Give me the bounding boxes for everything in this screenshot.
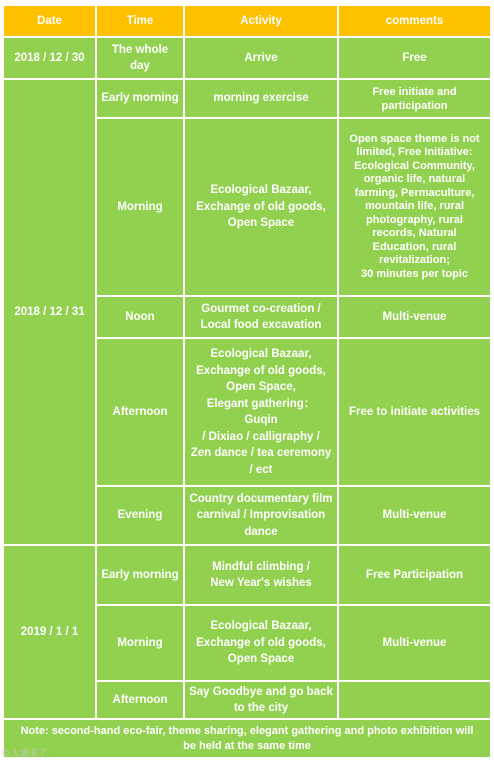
activity-cell: Arrive xyxy=(185,38,337,78)
activity-cell: Ecological Bazaar, Exchange of old goods, Open Space xyxy=(185,119,337,295)
comments-cell: Multi-venue xyxy=(339,297,490,337)
comments-cell: Free initiate and participation xyxy=(339,80,490,117)
time-cell: Noon xyxy=(97,297,183,337)
activity-cell: Mindful climbing / New Year's wishes xyxy=(185,546,337,604)
comments-cell: Free Participation xyxy=(339,546,490,604)
header-activity: Activity xyxy=(185,6,337,36)
date-cell: 2019 / 1 / 1 xyxy=(4,546,95,718)
comments-cell: Multi-venue xyxy=(339,606,490,680)
time-cell: Evening xyxy=(97,487,183,544)
comments-cell xyxy=(339,682,490,718)
activity-cell: Ecological Bazaar, Exchange of old goods, Open Space, Elegant gathering： Guqin / Dixiao / calligraphy / Zen dance / tea ceremony / ect xyxy=(185,339,337,485)
activity-cell: Gourmet co-creation / Local food excavation xyxy=(185,297,337,337)
activity-cell: Country documentary film carnival / Improvisation dance xyxy=(185,487,337,544)
time-cell: The whole day xyxy=(97,38,183,78)
time-cell: Early morning xyxy=(97,80,183,117)
activity-cell: Say Goodbye and go back to the city xyxy=(185,682,337,718)
comments-cell: Free to initiate activities xyxy=(339,339,490,485)
time-cell: Early morning xyxy=(97,546,183,604)
header-comments: comments xyxy=(339,6,490,36)
time-cell: Morning xyxy=(97,606,183,680)
date-cell: 2018 / 12 / 30 xyxy=(4,38,95,78)
activity-cell: Ecological Bazaar, Exchange of old goods, Open Space xyxy=(185,606,337,680)
header-time: Time xyxy=(97,6,183,36)
time-cell: Afternoon xyxy=(97,682,183,718)
comments-cell: Open space theme is not limited, Free Initiative: Ecological Community, organic life, natural farming, Permaculture, mountain life, rural photography, rural records, Natural Education, rural revitalization; 30 minutes per topic xyxy=(339,119,490,295)
watermark: © 大观来了 xyxy=(2,748,48,758)
date-cell: 2018 / 12 / 31 xyxy=(4,80,95,544)
comments-cell: Multi-venue xyxy=(339,487,490,544)
time-cell: Morning xyxy=(97,119,183,295)
header-date: Date xyxy=(4,6,95,36)
activity-cell: morning exercise xyxy=(185,80,337,117)
note-row: Note: second-hand eco-fair, theme sharing, elegant gathering and photo exhibition will be held at the same time xyxy=(4,720,490,757)
time-cell: Afternoon xyxy=(97,339,183,485)
comments-cell: Free xyxy=(339,38,490,78)
